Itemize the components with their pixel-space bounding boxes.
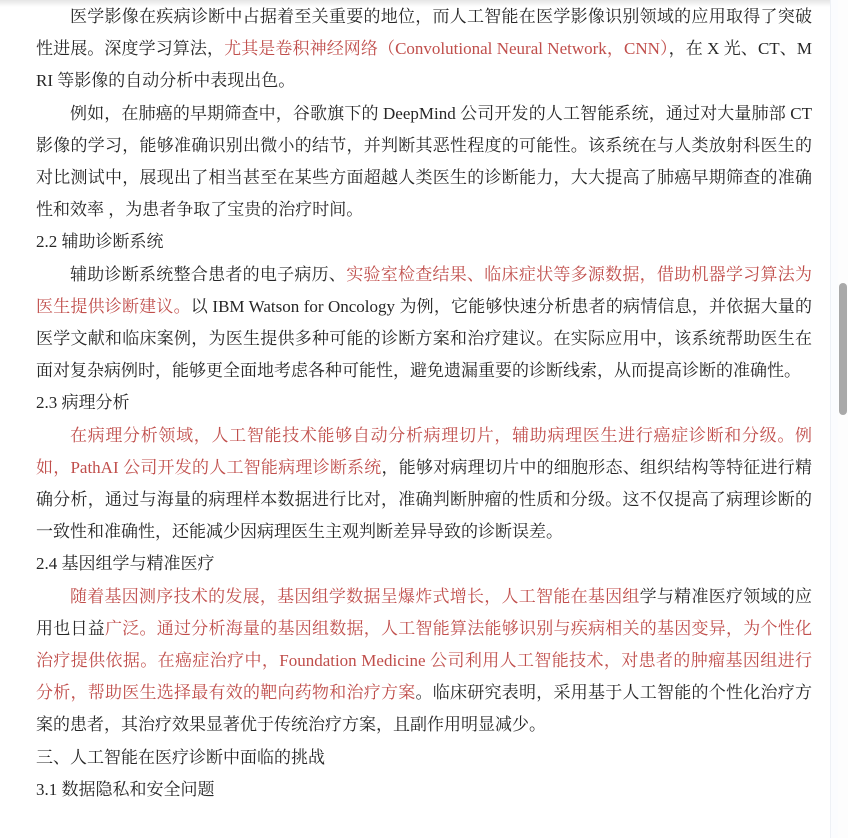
text-run: ，能够对病理切片中的细胞形态、组织结构等特征进行精确分析，通过与海量的病理样本数据进行比对，准确判断肿瘤的性质和分级。这不仅提高了病理诊断的一致性和准确性，还能减少因病理医生主观判断差异导致的诊断误差。 <box>36 457 812 542</box>
section-heading <box>36 742 812 774</box>
text-run: 3.1 数据隐私和安全问题 <box>36 779 215 799</box>
paragraph <box>36 420 812 549</box>
text-run: 辅助诊断系统整合患者的电子病历、 <box>70 264 347 284</box>
paragraph <box>36 98 812 227</box>
paragraph <box>36 581 812 742</box>
text-run-highlight: 随着基因测序技术的发展，基因组学数据呈爆炸式增长，人工智能在基因组 <box>70 586 640 606</box>
text-run: 2.4 基因组学与精准医疗 <box>36 554 215 574</box>
text-run: 2.2 辅助诊断系统 <box>36 232 164 252</box>
document-content <box>36 1 812 806</box>
section-heading <box>36 548 812 580</box>
section-heading <box>36 774 812 806</box>
section-heading <box>36 387 812 419</box>
text-run-highlight: 在病理分析领域，人工智能技术能够自动分析病理切片，辅助病理医生进行癌症诊断和分级。例如，PathAI 公司开发的人工智能病理诊断系统 <box>36 425 812 477</box>
text-run: 。临床研究表明，采用基于人工智能的个性化治疗方案的患者，其治疗效果显著优于传统治疗方案，且副作用明显减少。 <box>36 683 812 735</box>
text-run: 三、人工智能在医疗诊断中面临的挑战 <box>36 747 325 767</box>
scrollbar[interactable] <box>838 0 848 838</box>
text-run: ，在 X 光、CT、MRI 等影像的自动分析中表现出色。 <box>36 39 813 91</box>
page-right-edge <box>830 0 838 838</box>
text-run: 例如，在肺癌的早期筛查中，谷歌旗下的 DeepMind 公司开发的人工智能系统，通过对大量肺部 CT 影像的学习，能够准确识别出微小的结节，并判断其恶性程度的可能性。该系统在与人类放射科医生的对比测试中，展现出了相当甚至在某些方面超越人类医生的诊断能力，大大提高了肺癌早期筛查的准确性和效率 ，为患者争取了宝贵的治疗时间。 <box>36 103 812 220</box>
text-run: 学与精准医疗领域的应用也日益 <box>36 586 813 638</box>
paragraph <box>36 259 812 388</box>
section-heading <box>36 226 812 258</box>
scrollbar-thumb[interactable] <box>839 283 847 415</box>
text-run: 医学影像在疾病诊断中占据着至关重要的地位，而人工智能在医学影像识别领域的应用取得了突破性进展。深度学习算法， <box>36 7 812 59</box>
text-run: 2.3 病理分析 <box>36 393 130 413</box>
text-run-highlight: 实验室检查结果、临床症状等多源数据，借助机器学习算法为医生提供诊断建议。 <box>36 264 813 316</box>
text-run: 以 IBM Watson for Oncology 为例，它能够快速分析患者的病情信息，并依据大量的医学文献和临床案例，为医生提供多种可能的诊断方案和治疗建议。在实际应用中，该系统帮助医生在面对复杂病例时，能够更全面地考虑各种可能性，避免遗漏重要的诊断线索，从而提高诊断的准确性。 <box>36 296 812 381</box>
text-run-highlight: 广泛。通过分析海量的基因组数据，人工智能算法能够识别与疾病相关的基因变异，为个性化治疗提供依据。在癌症治疗中，Foundation Medicine 公司利用人工智能技术，对患者的肿瘤基因组进行分析，帮助医生选择最有效的靶向药物和治疗方案 <box>36 618 812 703</box>
text-run-highlight: 尤其是卷积神经网络（Convolutional Neural Network，CNN） <box>224 39 669 59</box>
paragraph <box>36 1 812 98</box>
